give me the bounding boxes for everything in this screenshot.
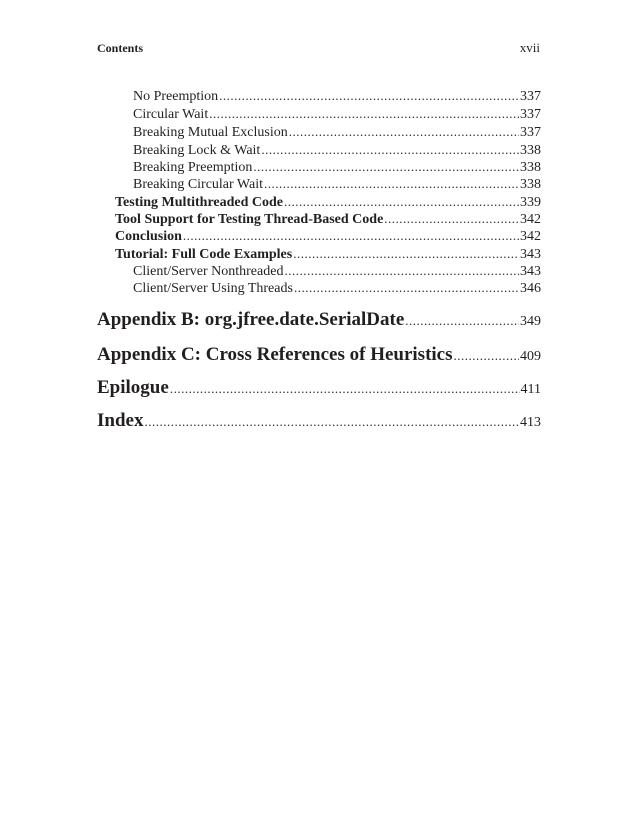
toc-entry-no-preemption[interactable] <box>133 88 541 106</box>
toc-entry-appendix-c[interactable] <box>97 344 541 368</box>
dot-leader <box>405 313 519 329</box>
dot-leader <box>454 348 519 364</box>
toc-entry-label: Conclusion <box>115 229 182 244</box>
toc-entry-label: Breaking Circular Wait <box>133 177 264 192</box>
toc-entry-tool-support[interactable] <box>115 211 541 229</box>
toc-entry-breaking-lock-wait[interactable] <box>133 142 541 160</box>
toc-entry-label: Appendix C: Cross References of Heuristics <box>97 344 453 365</box>
running-header <box>97 40 540 58</box>
toc-entry-label: Client/Server Nonthreaded <box>133 264 284 279</box>
toc-entry-breaking-circular-wait[interactable] <box>133 176 541 194</box>
toc-entry-label: Breaking Preemption <box>133 160 253 175</box>
dot-leader <box>261 142 519 158</box>
toc-entry-label: Index <box>97 410 144 431</box>
header-page-number: xvii <box>519 40 540 55</box>
dot-leader <box>264 176 519 192</box>
toc-entry-page: 339 <box>520 195 541 210</box>
toc-entry-page: 338 <box>520 160 541 175</box>
dot-leader <box>253 159 519 175</box>
toc-entry-page: 413 <box>520 415 541 430</box>
toc-entry-label: Breaking Lock & Wait <box>133 143 261 158</box>
dot-leader <box>183 228 519 244</box>
toc-entry-label: Circular Wait <box>133 107 209 122</box>
dot-leader <box>284 194 519 210</box>
dot-leader <box>384 211 519 227</box>
toc-entry-page: 338 <box>520 143 541 158</box>
toc-entry-page: 411 <box>520 382 541 397</box>
dot-leader <box>294 280 519 296</box>
dot-leader <box>170 381 520 397</box>
toc-entry-index[interactable] <box>97 410 541 434</box>
toc-entry-breaking-preemption[interactable] <box>133 159 541 177</box>
toc-entry-label: Tutorial: Full Code Examples <box>115 247 293 262</box>
toc-entry-page: 343 <box>520 247 541 262</box>
toc-entry-label: Tool Support for Testing Thread-Based Code <box>115 212 384 227</box>
toc-entry-breaking-mutual-exclusion[interactable] <box>133 124 541 142</box>
toc-entry-label: Client/Server Using Threads <box>133 281 293 296</box>
toc-entry-epilogue[interactable] <box>97 377 541 401</box>
toc-entry-testing-multithreaded-code[interactable] <box>115 194 541 212</box>
toc-entry-page: 337 <box>520 89 541 104</box>
toc-entry-page: 337 <box>520 107 541 122</box>
toc-entry-page: 338 <box>520 177 541 192</box>
dot-leader <box>144 414 519 430</box>
toc-entry-circular-wait[interactable] <box>133 106 541 124</box>
toc-entry-page: 342 <box>520 229 541 244</box>
toc-entry-label: No Preemption <box>133 89 219 104</box>
dot-leader <box>219 88 519 104</box>
toc-entry-page: 342 <box>520 212 541 227</box>
toc-entry-label: Breaking Mutual Exclusion <box>133 125 288 140</box>
dot-leader <box>293 246 519 262</box>
toc-entry-appendix-b[interactable] <box>97 309 541 333</box>
dot-leader <box>209 106 519 122</box>
toc-entry-client-server-nonthreaded[interactable] <box>133 263 541 281</box>
toc-entry-label: Epilogue <box>97 377 169 398</box>
toc-entry-label: Testing Multithreaded Code <box>115 195 284 210</box>
toc-entry-client-server-threads[interactable] <box>133 280 541 298</box>
toc-entry-tutorial[interactable] <box>115 246 541 264</box>
dot-leader <box>289 124 519 140</box>
header-title: Contents <box>97 41 144 55</box>
toc-entry-page: 343 <box>520 264 541 279</box>
toc-entry-page: 337 <box>520 125 541 140</box>
toc-entry-page: 346 <box>520 281 541 296</box>
toc-entry-conclusion[interactable] <box>115 228 541 246</box>
toc-entry-page: 409 <box>520 349 541 364</box>
dot-leader <box>284 263 519 279</box>
toc-entry-label: Appendix B: org.jfree.date.SerialDate <box>97 309 405 330</box>
toc-entry-page: 349 <box>520 314 541 329</box>
